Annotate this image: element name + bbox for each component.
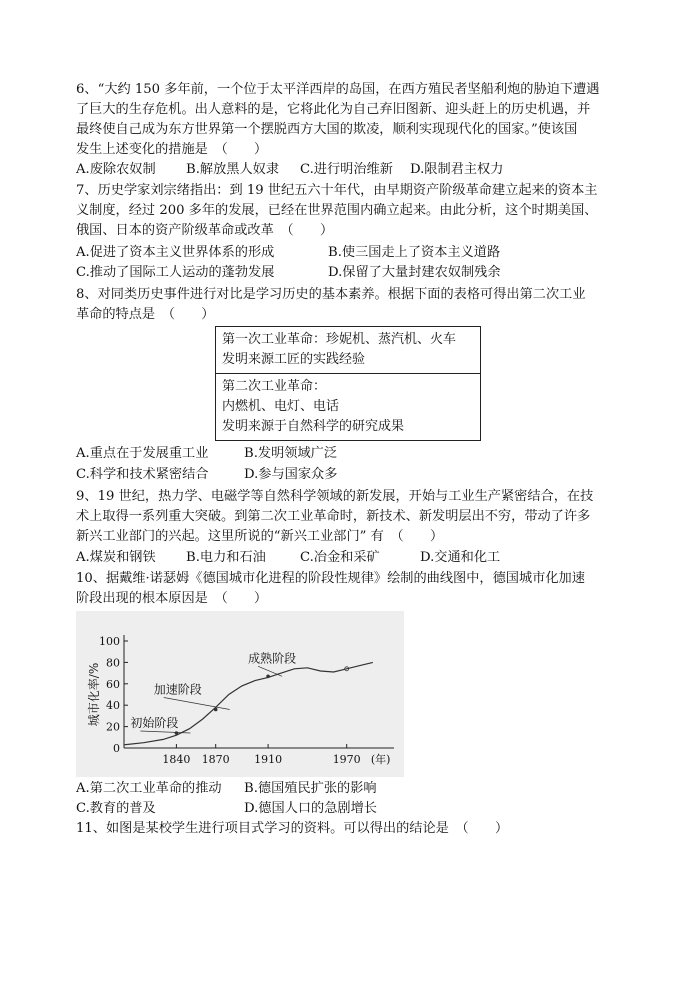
table-row: [216, 374, 481, 441]
q7-line-2: 义制度，经过 200 多年的发展，已经在世界范围内确立起来。由此分析，这个时期美国、: [76, 203, 598, 218]
y-tick-label: 0: [113, 742, 120, 755]
q7-option-c: C.推动了国际工人运动的蓬勃发展: [76, 265, 275, 280]
q6-option-d: D.限制君主权力: [410, 162, 504, 177]
stage-point: [175, 731, 179, 735]
q7-options-row-1: [76, 243, 500, 263]
q8-option-c: C.科学和技术紧密结合: [76, 467, 209, 482]
q6-line-2: 了巨大的生存危机。出人意料的是，它将此化为自己弃旧图新、迎头赶上的历史机遇，并: [76, 102, 591, 117]
y-tick-label: 100: [99, 635, 120, 648]
table-text: 发明来源工匠的实践经验: [222, 352, 366, 367]
table-cell-first-revolution: [216, 327, 481, 374]
q9-option-c: C.冶金和采矿: [300, 550, 380, 565]
q6-option-c: C.进行明治维新: [300, 162, 393, 177]
q6-line-3: 最终使自己成为东方世界第一个摆脱西方大国的欺凌，顺利实现现代化的国家。”使该国: [76, 122, 578, 137]
q9-line-3: 新兴工业部门的兴起。这里所说的“新兴工业部门” 有 （ ）: [76, 529, 444, 544]
q6-options: [76, 160, 503, 180]
table-text: 第一次工业革命：珍妮机、蒸汽机、火车: [222, 332, 457, 347]
urbanization-line: [124, 662, 373, 744]
q10-options-row-2: [76, 799, 377, 819]
table-text: 发明来源于自然科学的研究成果: [222, 419, 405, 434]
q9-option-a: A.煤炭和钢铁: [76, 550, 156, 565]
x-tick-label: 1910: [254, 753, 283, 766]
y-tick-label: 40: [106, 699, 120, 713]
q7-option-a: A.促进了资本主义世界体系的形成: [76, 245, 275, 260]
q9-line-1: 9、19 世纪，热力学、电磁学等自然科学领域的新发展，开始与工业生产紧密结合，在技: [76, 489, 594, 504]
table-text: 第二次工业革命：: [222, 379, 327, 394]
y-tick-label: 20: [106, 720, 120, 734]
stage-label: 初始阶段: [130, 716, 179, 731]
table-text: 内燃机、电灯、电话: [222, 399, 340, 414]
q9-option-d: D.交通和化工: [420, 550, 501, 565]
q9-line-2: 术上取得一系列重大突破。到第二次工业革命时，新技术、新发明层出不穷，带动了许多: [76, 509, 591, 524]
q8-option-d: D.参与国家众多: [244, 467, 338, 482]
q10-option-a: A.第二次工业革命的推动: [76, 781, 222, 796]
q7-option-b: B.使三国走上了资本主义道路: [328, 245, 501, 260]
q8-options-row-1: [76, 444, 337, 464]
comparison-table: [215, 326, 481, 441]
q9-option-b: B.电力和石油: [186, 550, 266, 565]
q10-line-1: 10、据戴维·诺瑟姆《德国城市化进程的阶段性规律》绘制的曲线图中，德国城市化加速: [76, 571, 585, 586]
q10-options-row-1: [76, 779, 377, 799]
stage-label: 加速阶段: [153, 682, 202, 697]
q6-line-1: 6、“大约 150 多年前，一个位于太平洋西岸的岛国，在西方殖民者坚船利炮的胁迫下遭遇: [76, 82, 600, 97]
q7-option-d: D.保留了大量封建农奴制残余: [328, 265, 501, 280]
y-tick-label: 80: [106, 656, 120, 670]
urbanization-chart: [76, 611, 404, 777]
y-axis-label: 城市化率/%: [87, 662, 101, 727]
y-tick-label: 60: [106, 677, 120, 691]
q10-line-2: 阶段出现的根本原因是 （ ）: [76, 591, 268, 606]
x-tick-label: 1970: [332, 753, 361, 766]
q6-option-a: A.废除农奴制: [76, 162, 156, 177]
x-axis-label: (年): [370, 753, 391, 766]
q6-option-b: B.解放黑人奴隶: [186, 162, 280, 177]
q8-option-a: A.重点在于发展重工业: [76, 446, 209, 461]
q8-line-2: 革命的特点是 （ ）: [76, 307, 215, 322]
stage-leader: [258, 666, 282, 676]
q11-line-1: 11、如图是某校学生进行项目式学习的资料。可以得出的结论是 （ ）: [76, 821, 509, 836]
q10-option-d: D.德国人口的急剧增长: [244, 801, 377, 816]
q8-option-b: B.发明领域广泛: [244, 446, 338, 461]
q10-option-c: C.教育的普及: [76, 801, 156, 816]
q7-line-1: 7、历史学家刘宗绪指出：到 19 世纪五六十年代，由早期资产阶级革命建立起来的资本主: [76, 183, 598, 198]
x-tick-label: 1870: [201, 753, 230, 766]
q8-options-row-2: [76, 465, 337, 485]
table-row: [216, 327, 481, 374]
q6-line-4: 发生上述变化的措施是 （ ）: [76, 142, 268, 157]
q7-line-3: 俄国、日本的资产阶级革命或改革 （ ）: [76, 223, 334, 238]
x-tick-label: 1840: [162, 753, 191, 766]
table-cell-second-revolution: [216, 374, 481, 441]
q7-options-row-2: [76, 263, 501, 283]
q8-line-1: 8、对同类历史事件进行对比是学习历史的基本素养。根据下面的表格可得出第二次工业: [76, 287, 586, 302]
q10-option-b: B.德国殖民扩张的影响: [244, 781, 377, 796]
chart-svg: [76, 611, 404, 777]
stage-point: [214, 708, 218, 712]
stage-point: [266, 675, 270, 679]
stage-label: 成熟阶段: [248, 651, 297, 666]
q9-options: [76, 548, 500, 568]
